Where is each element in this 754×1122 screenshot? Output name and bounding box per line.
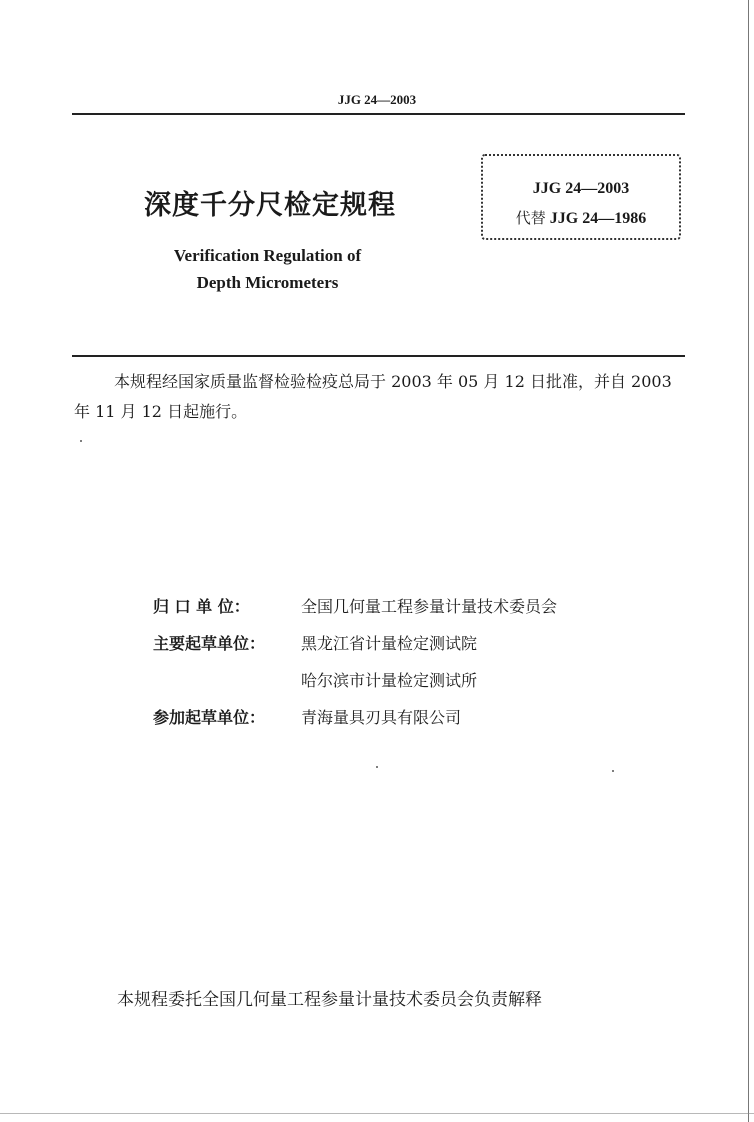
interpretation-note: 本规程委托全国几何量工程参量计量技术委员会负责解释 <box>117 990 542 1010</box>
code-box-replaces <box>483 207 679 228</box>
replaces-label: 代替 <box>515 209 546 227</box>
scan-bottom-line <box>0 1113 754 1114</box>
code-box-current-code: JJG 24—2003 <box>532 180 630 197</box>
unit-value: 黑龙江省计量检定测试院 <box>301 634 478 653</box>
section-rule <box>72 355 685 357</box>
scan-edge-line <box>748 0 749 1122</box>
title-english-line2: Depth Micrometers <box>196 273 339 292</box>
header-standard-code: JJG 24—2003 <box>337 92 417 107</box>
title-chinese: 深度千分尺检定规程 <box>144 190 396 221</box>
unit-value: 全国几何量工程参量计量技术委员会 <box>301 597 558 616</box>
scan-speck <box>376 766 378 768</box>
scan-speck <box>612 770 614 772</box>
unit-value: 青海量具刃具有限公司 <box>301 708 462 727</box>
title-english-line1: Verification Regulation of <box>173 246 362 265</box>
header-rule <box>72 113 685 115</box>
unit-label: 参加起草单位： <box>153 708 266 727</box>
replaced-code: JJG 24—1986 <box>549 210 647 227</box>
unit-label: 主要起草单位： <box>153 634 266 653</box>
unit-value: 哈尔滨市计量检定测试所 <box>301 671 478 690</box>
scan-speck <box>80 440 82 442</box>
unit-label: 归 口 单 位： <box>153 597 250 616</box>
approval-statement: 本规程经国家质量监督检验检疫总局于 2003 年 05 月 12 日批准，并自 2003 年 11 月 12 日起施行。 <box>74 372 672 421</box>
